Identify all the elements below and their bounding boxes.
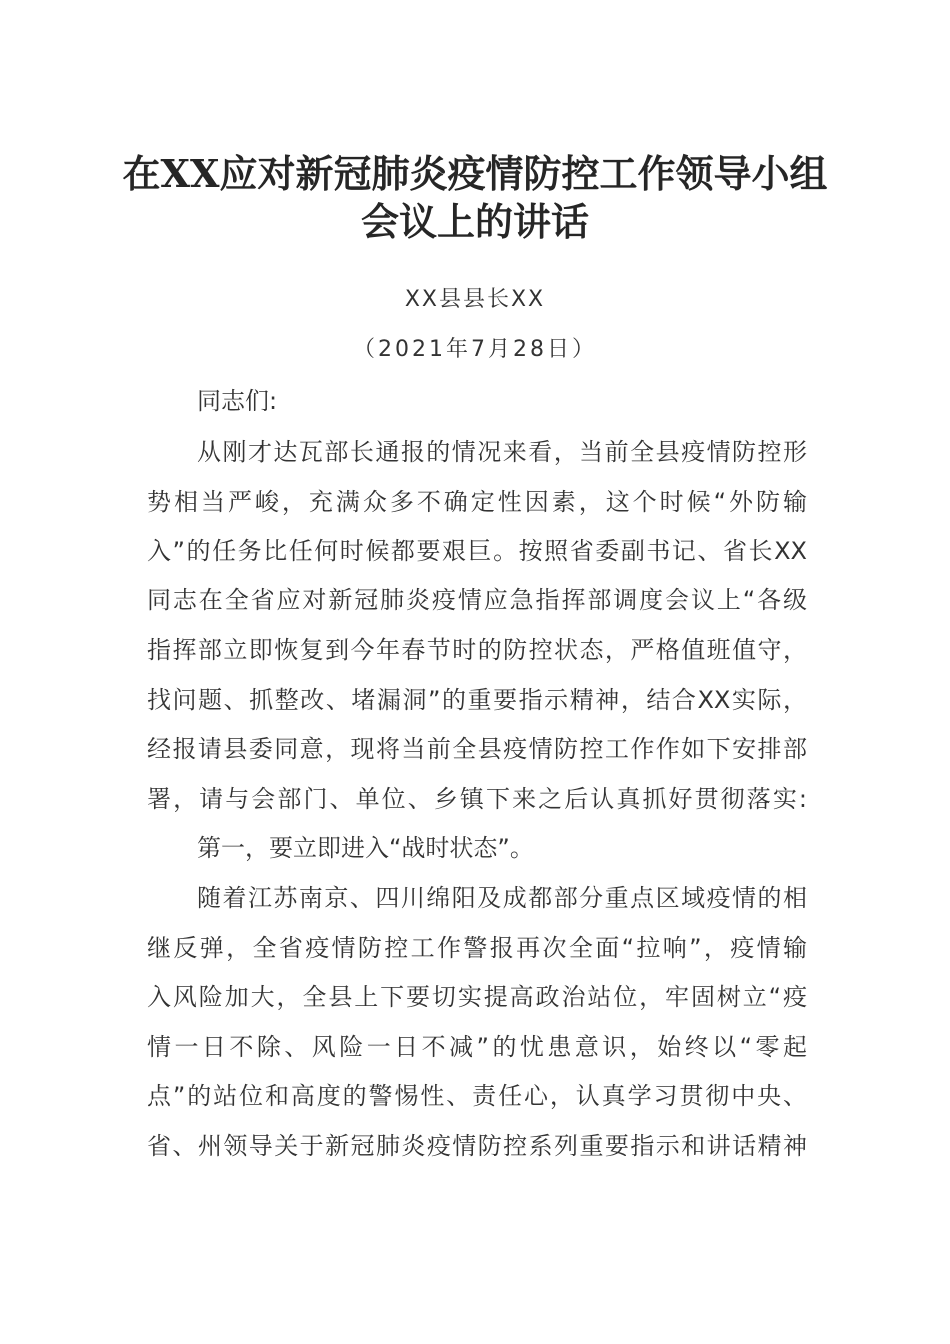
paragraph-1-line: 找问题、抓整改、堵漏洞”的重要指示精神，结合XX实际，	[147, 686, 807, 714]
speech-date: （2021年7月28日）	[353, 337, 597, 362]
paragraph-2-line: 点”的站位和高度的警惕性、责任心，认真学习贯彻中央、	[147, 1082, 807, 1110]
salutation: 同志们:	[197, 387, 278, 415]
paragraph-1-line: 署，请与会部门、单位、乡镇下来之后认真抓好贯彻落实:	[147, 785, 807, 813]
paragraph-2-line: 继反弹，全省疫情防控工作警报再次全面“拉响”，疫情输	[147, 934, 807, 962]
paragraph-1-line: 入”的任务比任何时候都要艰巨。按照省委副书记、省长XX	[147, 537, 807, 565]
paragraph-1-line: 势相当严峻，充满众多不确定性因素，这个时候“外防输	[147, 488, 807, 516]
paragraph-2-line: 入风险加大，全县上下要切实提高政治站位，牢固树立“疫	[147, 983, 807, 1011]
speaker-byline: XX县县长XX	[404, 287, 546, 312]
paragraph-1-line: 经报请县委同意，现将当前全县疫情防控工作作如下安排部	[147, 735, 807, 763]
paragraph-2-line: 省、州领导关于新冠肺炎疫情防控系列重要指示和讲话精神	[147, 1132, 807, 1160]
document-title-line-1: 在XX应对新冠肺炎疫情防控工作领导小组	[122, 151, 828, 196]
paragraph-2-line: 随着江苏南京、四川绵阳及成都部分重点区域疫情的相	[197, 884, 807, 912]
paragraph-1-line: 同志在全省应对新冠肺炎疫情应急指挥部调度会议上“各级	[147, 586, 807, 614]
paragraph-2-line: 情一日不除、风险一日不减”的忧患意识，始终以“零起	[147, 1033, 807, 1061]
paragraph-1-line: 从刚才达瓦部长通报的情况来看，当前全县疫情防控形	[197, 438, 807, 466]
section-1-heading: 第一，要立即进入“战时状态”。	[197, 834, 534, 862]
paragraph-1-line: 指挥部立即恢复到今年春节时的防控状态，严格值班值守，	[147, 636, 807, 664]
document-title-line-2: 会议上的讲话	[360, 199, 589, 244]
